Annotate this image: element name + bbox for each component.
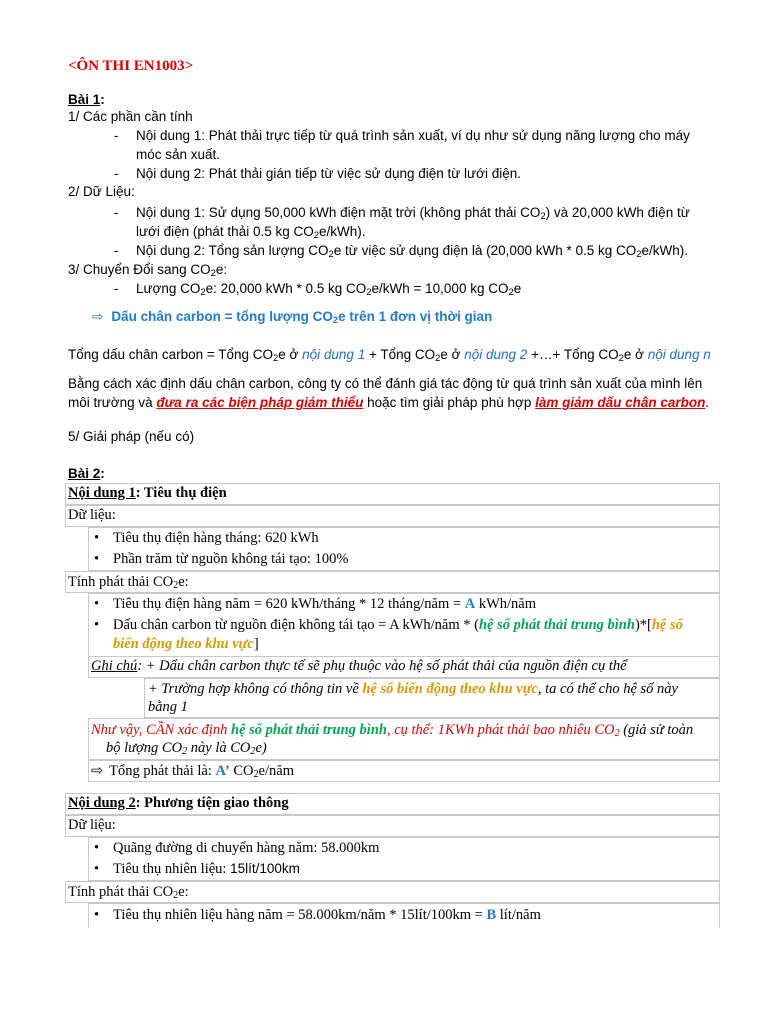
bullet-marker: • (94, 596, 100, 612)
s2-item1-line2: lưới điện (phát thải 0.5 kg $CO_2e/kWh$). (136, 224, 366, 241)
bai1-colon: : (100, 92, 105, 107)
requirement-line2: bộ lượng $CO_2$ này là $CO_2e$) (106, 740, 267, 757)
carbon-footprint-definition: ⇨ Dấu chân carbon = tổng lượng $CO_2e$ trên 1 đơn vị thời gian (92, 309, 493, 326)
nd2-data-label-box (65, 815, 720, 837)
nd1-calc2-line1: Dấu chân carbon từ nguồn điện không tái tạo = A kWh/năm * (hệ số phát thải trung bình)*[hệ số (113, 617, 683, 633)
bullet-marker: • (94, 907, 100, 923)
nd2-data2: Tiêu thụ nhiên liệu: 15lít/100km (113, 861, 300, 877)
nd1-data2: Phần trăm từ nguồn không tái tạo: 100% (113, 551, 349, 567)
bullet-marker: • (94, 551, 100, 567)
paragraph-line1: Bằng cách xác định dấu chân carbon, công ty có thể đánh giá tác động từ quá trình sản xuất của mình lên (68, 376, 703, 391)
note-line3: bằng 1 (148, 699, 188, 715)
bai1-section3: 3/ Chuyển Đổi sang $CO_2e$: (68, 262, 228, 279)
dash-marker: - (114, 205, 119, 220)
nd2-data1: Quãng đường di chuyển hàng năm: 58.000km (113, 840, 380, 856)
nd2-calc1: Tiêu thụ nhiên liệu hàng năm = 58.000km/năm * 15lít/100km = B lít/năm (113, 907, 541, 923)
note-line1: Ghi chú: + Dấu chân carbon thực tế sẽ phụ thuộc vào hệ số phát thải của nguồn điện cụ thể (91, 658, 627, 674)
dash-marker: - (114, 166, 119, 181)
bullet-marker: • (94, 617, 100, 633)
bai1-section2: 2/ Dữ Liệu: (68, 184, 135, 199)
s1-item2: Nội dung 2: Phát thải gián tiếp từ việc sử dụng điện từ lưới điện. (136, 166, 521, 181)
total-formula: Tổng dấu chân carbon = Tổng $CO_2e$ ở nội dung 1 + Tổng $CO_2e$ ở nội dung 2 +…+ Tổng $CO_2e$ ở nội dung n (68, 347, 711, 364)
bai1-section1: 1/ Các phần cần tính (68, 109, 193, 124)
bai1-section5: 5/ Giải pháp (nếu có) (68, 429, 195, 444)
dash-marker: - (114, 281, 119, 296)
s1-item1-line1: Nội dung 1: Phát thải trực tiếp từ quá trình sản xuất, ví dụ như sử dụng năng lượng cho máy (136, 128, 690, 143)
document-title (68, 58, 193, 75)
bai1-heading-text: Bài 1 (68, 92, 101, 107)
dash-marker: - (114, 243, 119, 258)
dash-marker: - (114, 128, 119, 143)
s2-item2: Nội dung 2: Tổng sản lượng $CO_2e$ từ việc sử dụng điện là (20,000 kWh * 0.5 kg $CO_2e/kWh$). (136, 243, 689, 260)
nd1-calc2-line2: biến động theo khu vực] (113, 636, 259, 652)
paragraph-line2: môi trường và đưa ra các biện pháp giảm thiểu hoặc tìm giải pháp phù hợp làm giảm dấu chân carbon. (68, 395, 710, 410)
nd1-data1: Tiêu thụ điện hàng tháng: 620 kWh (113, 530, 319, 546)
nd1-total: ⇨ Tổng phát thải là: A’ $CO_2e$/năm (91, 763, 294, 780)
nd2-calc-label: Tính phát thải $CO_2e$: (68, 884, 189, 901)
arrow-right-icon: ⇨ (91, 763, 104, 779)
bullet-marker: • (94, 840, 100, 856)
nd1-data-label: Dữ liệu: (68, 507, 116, 523)
s2-item1-line1: Nội dung 1: Sử dụng 50,000 kWh điện mặt trời (không phát thải $CO_2$) và 20,000 kWh điện từ (136, 205, 690, 222)
nd1-calc-label: Tính phát thải $CO_2e$: (68, 574, 189, 591)
note-line2: + Trường hợp không có thông tin về hệ số biến động theo khu vực, ta có thể cho hệ số này (148, 681, 678, 697)
s1-item1-line2: móc sản xuất. (136, 147, 221, 162)
arrow-right-icon: ⇨ (92, 309, 104, 324)
nd2-title: Nội dung 2: Phương tiện giao thông (68, 795, 289, 811)
nd1-calc1: Tiêu thụ điện hàng năm = 620 kWh/tháng * 12 tháng/năm = A kWh/năm (113, 596, 536, 612)
s3-item: Lượng $CO_2e$: 20,000 kWh * 0.5 kg $CO_2e$/kWh = 10,000 kg $CO_2e$ (136, 281, 522, 298)
nd2-data-label: Dữ liệu: (68, 817, 116, 833)
nd1-data-label-box (65, 505, 720, 527)
title-text: <ÔN THI EN1003> (68, 58, 194, 74)
requirement-line1: Như vậy, CẦN xác định hệ số phát thải trung bình, cụ thể: 1KWh phát thải bao nhiêu $CO_2$ (giả sử toàn (91, 722, 694, 739)
nd1-title: Nội dung 1: Tiêu thụ điện (68, 485, 227, 501)
bullet-marker: • (94, 530, 100, 546)
bullet-marker: • (94, 861, 100, 877)
bai2-heading: Bài 2: (68, 466, 105, 481)
